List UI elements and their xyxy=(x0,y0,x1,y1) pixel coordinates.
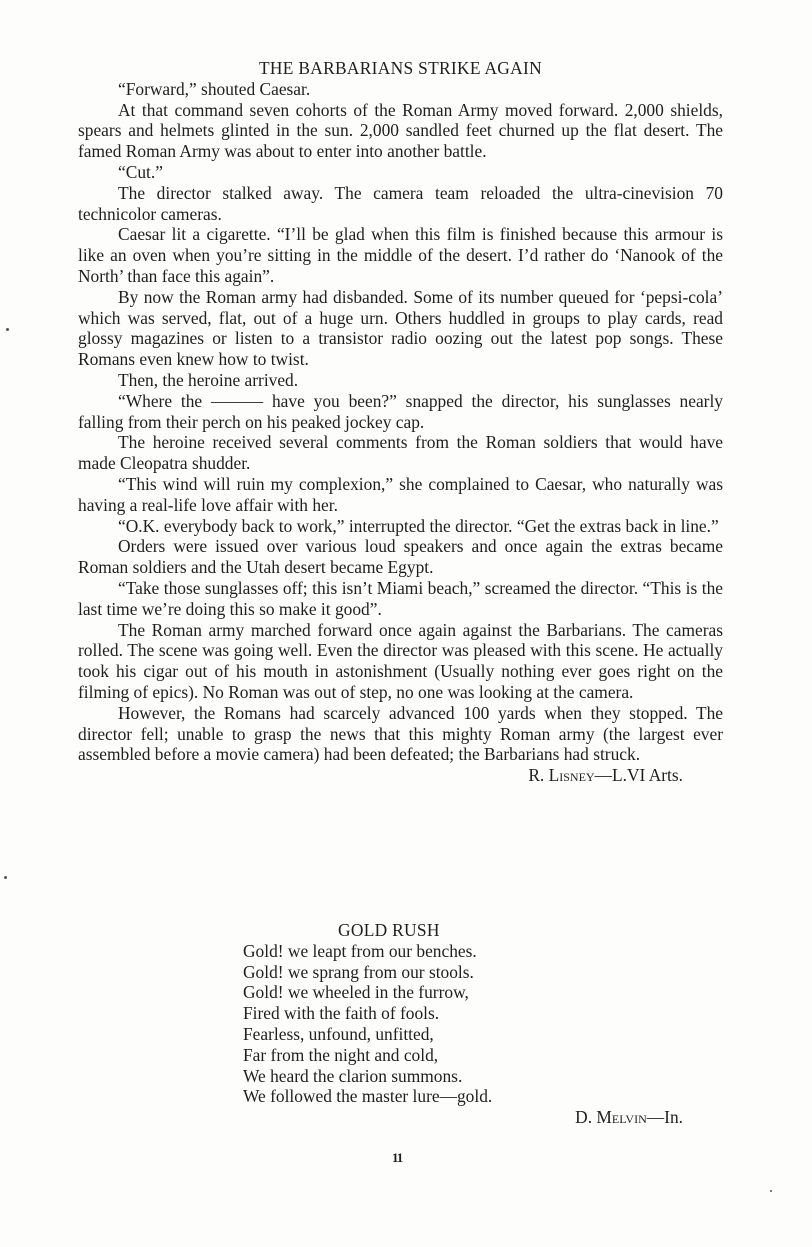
poem-line: Gold! we sprang from our stools. xyxy=(243,961,474,982)
story-paragraph: “This wind will ruin my complexion,” she complained to Caesar, who naturally was having a real-life love affair with her. xyxy=(78,473,723,515)
scan-speck xyxy=(770,1190,772,1192)
story-paragraph: By now the Roman army had disbanded. Some of its number queued for ‘pepsi-cola’ which was served, flat, out of a huge urn. Others huddled in groups to play cards, read glossy magazines or listen to a transistor radio oozing out the latest pop songs. These Romans even knew how to twist. xyxy=(78,286,723,370)
page-number: 11 xyxy=(392,1150,403,1165)
poem-line: We heard the clarion summons. xyxy=(243,1065,463,1086)
scan-speck xyxy=(6,328,9,331)
story-paragraph: The director stalked away. The camera team reloaded the ultra-cinevision 70 technicolor cameras. xyxy=(78,182,723,224)
poem-line: Gold! we wheeled in the furrow, xyxy=(243,982,469,1003)
story-author-initial: R. xyxy=(528,765,549,786)
poem-line: Far from the night and cold, xyxy=(243,1044,439,1065)
story-paragraph: Then, the heroine arrived. xyxy=(118,369,299,390)
poem-author-initial: D. xyxy=(575,1107,597,1128)
poem-line: Gold! we leapt from our benches. xyxy=(243,940,477,961)
poem-section xyxy=(243,920,683,1128)
story-section xyxy=(78,58,723,786)
story-paragraph: “Forward,” shouted Caesar. xyxy=(118,78,311,99)
poem-author-name: Melvin xyxy=(596,1107,647,1128)
story-paragraph: The Roman army marched forward once again against the Barbarians. The cameras rolled. The scene was going well. Even the director was pleased with this scene. He actually took his cigar out of his mouth in astonishment (Usually nothing ever goes right on the filming of epics). No Roman was out of step, no one was looking at the camera. xyxy=(78,619,723,702)
story-author-signature xyxy=(78,765,723,786)
poem-line: We followed the master lure—gold. xyxy=(243,1086,493,1107)
story-paragraph: The heroine received several comments from the Roman soldiers that would have made Cleopatra shudder. xyxy=(78,432,723,474)
story-paragraph: “Cut.” xyxy=(118,161,163,182)
story-title: THE BARBARIANS STRIKE AGAIN xyxy=(259,58,542,78)
story-paragraph: Caesar lit a cigarette. “I’ll be glad when this film is finished because this armour is like an oven when you’re sitting in the middle of the desert. I’d rather do ‘Nanook of the North’ than face this again”. xyxy=(78,224,723,286)
poem-line: Fired with the faith of fools. xyxy=(243,1003,440,1024)
scan-speck xyxy=(4,876,7,879)
story-paragraph: “Where the ——— have you been?” snapped the director, his sunglasses nearly falling from their perch on his peaked jockey cap. xyxy=(78,390,723,432)
story-author-name: Lisney xyxy=(548,765,595,786)
story-paragraph: “O.K. everybody back to work,” interrupted the director. “Get the extras back in line.” xyxy=(118,515,719,536)
poem-line: Fearless, unfound, unfitted, xyxy=(243,1023,434,1044)
story-paragraph: At that command seven cohorts of the Roman Army moved forward. 2,000 shields, spears and helmets glinted in the sun. 2,000 sandled feet churned up the flat desert. The famed Roman Army was about to enter into another battle. xyxy=(78,99,723,162)
story-paragraph: “Take those sunglasses off; this isn’t Miami beach,” screamed the director. “This is the last time we’re doing this so make it good”. xyxy=(78,577,723,619)
poem-title: GOLD RUSH xyxy=(338,920,440,940)
poem-author-signature xyxy=(243,1107,683,1128)
story-author-form: —L.VI Arts. xyxy=(594,765,683,786)
poem-author-form: —In. xyxy=(646,1107,683,1128)
story-paragraph: Orders were issued over various loud speakers and once again the extras became Roman soldiers and the Utah desert became Egypt. xyxy=(78,536,723,578)
story-paragraph: However, the Romans had scarcely advanced 100 yards when they stopped. The director fell; unable to grasp the news that this mighty Roman army (the largest ever assembled before a movie camera) had been defeated; the Barbarians had struck. xyxy=(78,702,723,765)
